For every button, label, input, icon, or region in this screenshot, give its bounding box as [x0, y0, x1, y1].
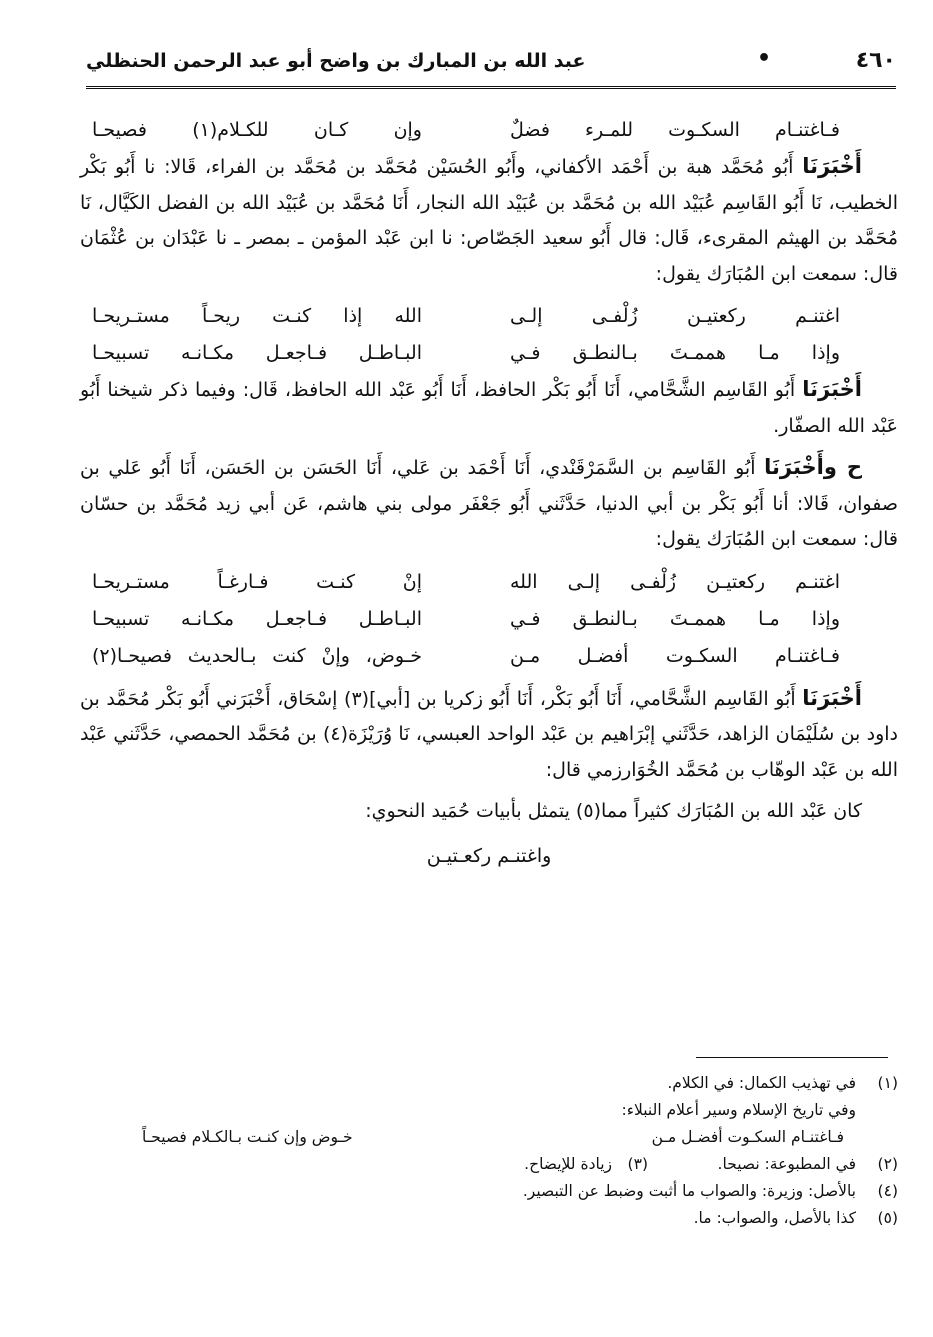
footnote-text: في تهذيب الكمال: في الكلام.	[667, 1074, 856, 1092]
footnote-text: زيادة للإيضاح.	[524, 1155, 612, 1173]
footnote-2-3-row	[80, 1151, 898, 1178]
keyword-ha-wa-akhbarana: ح وأَخْبَرَنَا	[764, 455, 862, 479]
verse-line	[80, 601, 898, 638]
verse-second-hemistich: الله إذا كنـت ريحـاً مستـريحـا	[92, 305, 422, 327]
header-dot: •	[756, 46, 771, 71]
verse-first-hemistich: اغتنـم ركعتيـن زُلْفـى إلـى الله	[510, 570, 840, 593]
paragraph-isnad-3	[80, 450, 898, 558]
verse-second-hemistich: البـاطـل فـاجعـل مكـانـه تسبيحـا	[92, 607, 422, 630]
paragraph-text: أَبُو مُحَمَّد هبة بن أَحْمَد الأكفاني، وأَبُو الحُسَيْن مُحَمَّد بن مُحَمَّد بن الفراء، قَالا: نا أَبُو بَكْر الخطيب، نَا أَبُو القَاسِم عُبَيْد الله بن مُحَمَّد بن عُبَيْد الله النجار، أَنَا مُحَمَّد بن عُبَيْد الله بن الفضل الكَيَّال، نَا مُحَمَّد بن الهيثم المقرىء، قَال: قال أَبُو سعيد الجَصّاص: نا ابن عَبْد المؤمن ـ بمصر ـ نا عَبْدَان بن عُثْمَان قال: سمعت ابن المُبَارَك يقول:	[80, 156, 898, 285]
footnote-3	[524, 1151, 648, 1178]
verse-line	[80, 638, 898, 675]
centered-verse-fragment: واغتنـم ركعـتيـن	[426, 844, 552, 867]
footnote-verse	[80, 1124, 898, 1151]
footnote-number: (٢)	[877, 1155, 898, 1173]
keyword-akhbarana: أَخْبَرَنَا	[802, 685, 862, 710]
footnote-rule	[696, 1057, 888, 1058]
keyword-akhbarana: أَخْبَرَنَا	[802, 377, 862, 401]
footnote-number: (١)	[877, 1074, 898, 1092]
paragraph-intro: كان عَبْد الله بن المُبَارَك كثيراً مما(٥) يتمثل بأبيات حُمَيد النحوي:	[365, 800, 862, 822]
footnote-1	[80, 1070, 898, 1097]
footnote-number: (٣)	[627, 1155, 648, 1173]
verse-line	[80, 298, 898, 335]
footnote-text: بالأصل: وزيرة: والصواب ما أثبت وضبط عن التبصير.	[522, 1182, 856, 1200]
footnote-1-cont	[80, 1097, 898, 1124]
paragraph-text: أَبُو القَاسِم بن السَّمَرْقَنْدي، أَنَا أَحْمَد بن عَلي، أَنَا الحَسَن بن الحَسَن، أَنَا أَبُو عَلي بن صفوان، قَالا: أنا أَبُو بَكْر بن أبي الدنيا، حَدَّثَني أَبُو جَعْفَر مولى بني هاشم، عَن أبي زيد مُحَمَّد بن حسّان قال: سمعت ابن المُبَارَك يقول:	[80, 457, 898, 550]
paragraph-text: أَبُو القَاسِم الشَّحَّامي، أَنَا أَبُو بَكْر، أَنَا أَبُو زكريا بن [أبي](٣) إسْحَاق، أَخْبَرَني أَبُو بَكْر مُحَمَّد بن داود بن سُلَيْمَان الزاهد، حَدَّثَني إبْرَاهيم بن عَبْد الواحد العبسي، نَا وُرَيْزَة(٤) بن مُحَمَّد الحمصي، حَدَّثَني عَبْد الله بن عَبْد الوهّاب بن مُحَمَّد الخُوَارزمي قال:	[80, 687, 898, 781]
verse-first-hemistich: فـاغتنـام السكـوت للمـرء فضلٌ	[510, 119, 840, 141]
footnote-number: (٤)	[877, 1182, 898, 1200]
footnote-verse-second: خـوض وإن كنـت بـالكـلام فصيحـاً	[142, 1128, 353, 1146]
page-number: ٤٦٠	[855, 48, 896, 73]
verse-second-hemistich: وإن كـان للكـلام(١) فصيحـا	[92, 119, 422, 141]
footnote-2	[648, 1151, 898, 1178]
page-header	[86, 48, 896, 86]
paragraph-isnad-4	[80, 681, 898, 789]
verse-line	[80, 564, 898, 601]
verse-second-hemistich: البـاطـل فـاجعـل مكـانـه تسبيحـا	[92, 342, 422, 364]
footnote-number: (٥)	[877, 1209, 898, 1227]
footnote-verse-first: فـاغتنـام السكـوت أفضـل مـن	[651, 1128, 844, 1146]
verse-second-hemistich: خـوض، وإنْ كنت بـالحديث فصيحـا(٢)	[92, 644, 422, 667]
verse-first-hemistich: فـاغتنـام السكـوت أفضـل مـن	[510, 644, 840, 667]
verse-first-hemistich: وإذا مـا هممـتَ بـالنطـق فـي	[510, 342, 840, 364]
running-title: عبد الله بن المبارك بن واضح أبو عبد الرحمن الحنظلي	[86, 50, 586, 72]
footnote-text: في المطبوعة: نصيحا.	[717, 1155, 856, 1173]
verse-first-hemistich: وإذا مـا هممـتَ بـالنطـق فـي	[510, 607, 840, 630]
footnote-4	[80, 1178, 898, 1205]
footnote-text: وفي تاريخ الإسلام وسير أعلام النبلاء:	[621, 1101, 856, 1119]
paragraph-isnad-1	[80, 149, 898, 292]
paragraph-isnad-2	[80, 372, 898, 444]
verse-line	[80, 335, 898, 372]
verse-second-hemistich: إنْ كنـت فـارغـاً مستـريحـا	[92, 570, 422, 593]
verse-line	[80, 112, 898, 149]
footnote-text: كذا بالأصل، والصواب: ما.	[693, 1209, 856, 1227]
header-rule	[86, 86, 896, 89]
paragraph-text: أَبُو القَاسِم الشَّحَّامي، أَنَا أَبُو بَكْر الحافظ، أَنَا أَبُو عَبْد الله الحافظ، قَال: وفيما ذكر شيخنا أَبُو عَبْد الله الصفّار.	[80, 379, 898, 437]
footnote-5	[80, 1205, 898, 1232]
verse-first-hemistich: اغتنـم ركعتيـن زُلْفـى إلـى	[510, 305, 840, 327]
keyword-akhbarana: أَخْبَرَنَا	[802, 154, 862, 178]
footnotes	[80, 1070, 898, 1232]
main-text	[80, 112, 898, 875]
